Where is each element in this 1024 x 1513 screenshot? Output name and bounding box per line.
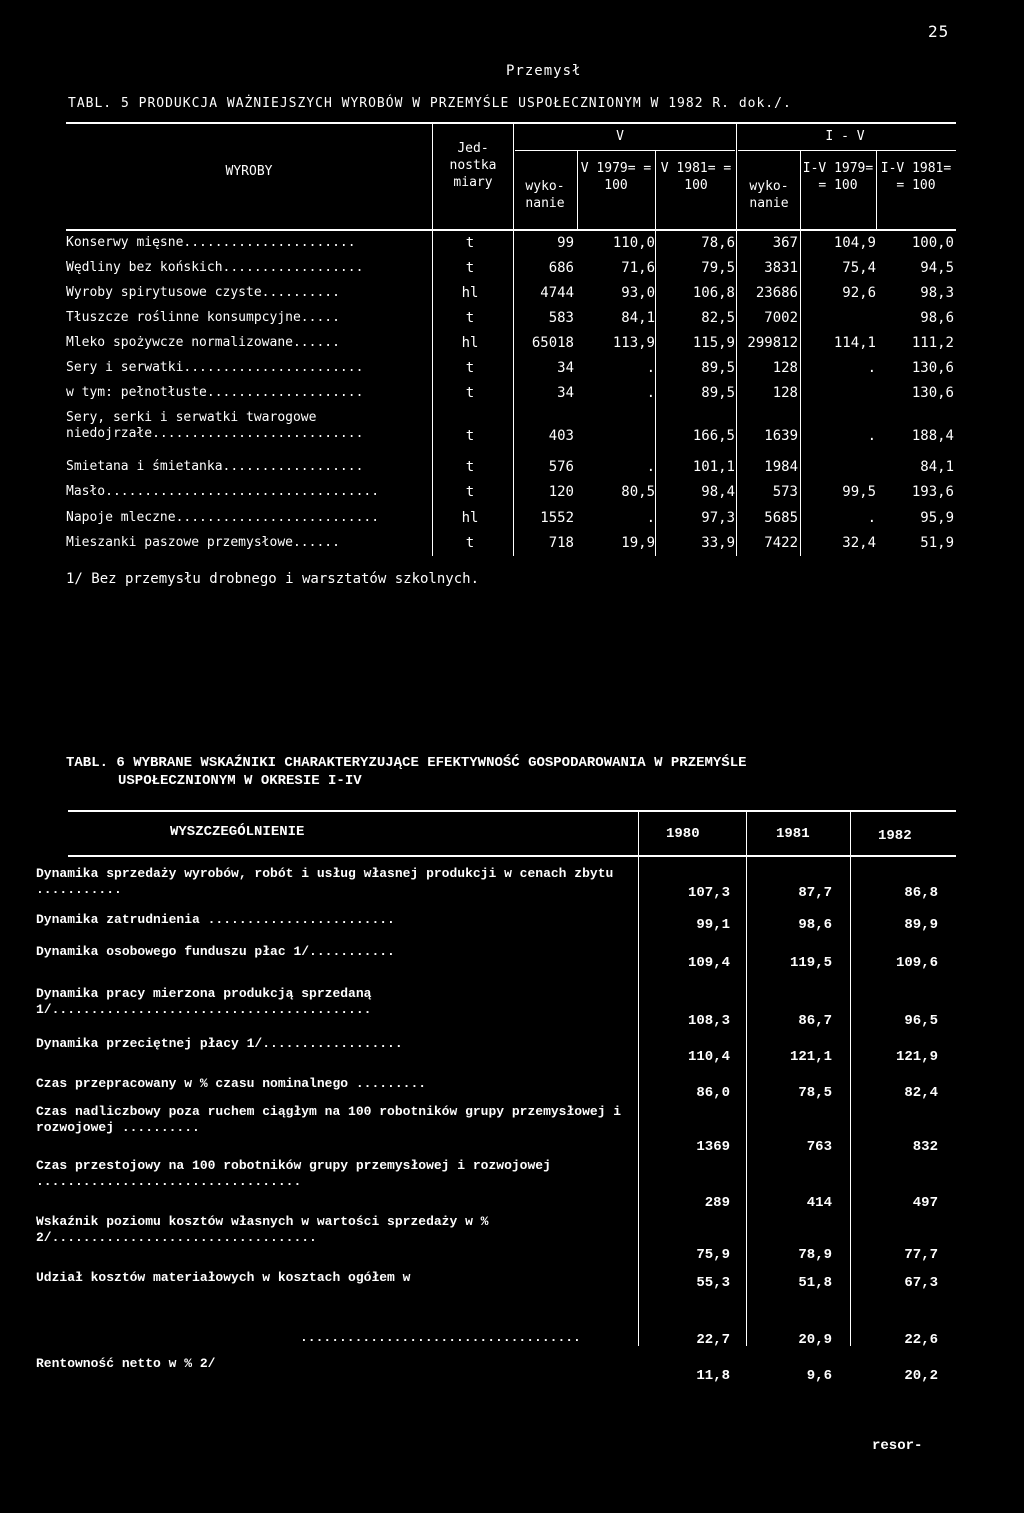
row-unit: t	[465, 385, 475, 401]
row-value-v3: 33,9	[701, 535, 735, 551]
table6-header-label: WYSZCZEGÓLNIENIE	[170, 824, 305, 840]
table5-vline	[432, 122, 433, 556]
row-label: Czas przestojowy na 100 robotników grupy przemysłowej i rozwojowej ..................................	[36, 1158, 551, 1189]
row-value-v1: 120	[548, 484, 574, 500]
row-value-c: 832	[912, 1139, 938, 1155]
table6-header-rule	[68, 855, 956, 857]
table5-group-rule	[738, 150, 956, 151]
row-value-b: 86,7	[798, 1013, 832, 1029]
table6-vline	[638, 810, 639, 1346]
row-value-v4: 7422	[764, 535, 798, 551]
row-value-c: 96,5	[904, 1013, 938, 1029]
row-value-v1: 4744	[540, 285, 574, 301]
continuation-text: resor-	[872, 1438, 923, 1454]
row-value-v6: 95,9	[920, 510, 954, 526]
row-value-v6: 94,5	[920, 260, 954, 276]
table6-header-1981: 1981	[776, 826, 810, 842]
section-title: Przemysł	[506, 63, 582, 79]
row-value-b: 119,5	[789, 955, 832, 971]
row-label: Mleko spożywcze normalizowane......	[66, 335, 340, 350]
row-label: Rentowność netto w % 2/	[36, 1356, 216, 1371]
row-unit: t	[465, 535, 475, 551]
header-col1: wyko- nanie	[525, 179, 565, 211]
row-label: Dynamika zatrudnienia ........................	[36, 912, 395, 927]
row-value-v1: 34	[557, 385, 574, 401]
table5-title: TABL. 5 PRODUKCJA WAŻNIEJSZYCH WYROBÓW W PRZEMYŚLE USPOŁECZNIONYM W 1982 R. dok./.	[68, 96, 792, 111]
row-value-v4: 7002	[764, 310, 798, 326]
row-value-v2: 84,1	[621, 310, 655, 326]
row-value-v1: 65018	[531, 335, 574, 351]
row-value-v2: .	[646, 360, 655, 376]
table5-group-rule-v	[515, 150, 735, 151]
row-unit: t	[465, 260, 475, 276]
row-unit: hl	[461, 285, 479, 301]
row-value-v5: 75,4	[842, 260, 876, 276]
row-label: Wskaźnik poziomu kosztów własnych w wartości sprzedaży w % 2/..................................	[36, 1214, 489, 1245]
row-unit: hl	[461, 335, 479, 351]
row-value-c: 20,2	[904, 1368, 938, 1384]
row-value-v4: 128	[772, 360, 798, 376]
row-value-c: 497	[912, 1195, 938, 1211]
row-value-v1: 576	[548, 459, 574, 475]
row-value-v2: 110,0	[612, 235, 655, 251]
row-value-v6: 130,6	[911, 385, 954, 401]
row-value-c: 109,6	[895, 955, 938, 971]
row-value-v3: 97,3	[701, 510, 735, 526]
header-group-iv: I - V	[825, 129, 865, 144]
row-value-v6: 51,9	[920, 535, 954, 551]
row-value-v3: 78,6	[701, 235, 735, 251]
row-value-v3: 79,5	[701, 260, 735, 276]
row-value-v4: 5685	[764, 510, 798, 526]
row-value-b: 9,6	[806, 1368, 832, 1384]
row-value-a: 109,4	[687, 955, 730, 971]
header-wyroby: WYROBY	[225, 164, 273, 179]
row-value-v4: 299812	[747, 335, 798, 351]
table6-title-line2: USPOŁECZNIONYM W OKRESIE I-IV	[118, 773, 362, 789]
row-value-v3: 98,4	[701, 484, 735, 500]
row-value-b: 121,1	[789, 1049, 832, 1065]
row-value-v5: .	[867, 510, 876, 526]
row-value-a: 22,7	[696, 1332, 730, 1348]
row-unit: t	[465, 484, 475, 500]
row-value-v5: 99,5	[842, 484, 876, 500]
header-group-v: V	[616, 129, 624, 144]
row-label: ....................................	[300, 1330, 581, 1345]
row-label: Czas nadliczbowy poza ruchem ciągłym na 100 robotników grupy przemysłowej i rozwojowej ..........	[36, 1104, 622, 1135]
row-value-v4: 1984	[764, 459, 798, 475]
row-value-v4: 573	[772, 484, 798, 500]
row-value-v5: .	[867, 360, 876, 376]
row-unit: t	[465, 459, 475, 475]
row-label: Wyroby spirytusowe czyste..........	[66, 285, 340, 300]
table6-header-1980: 1980	[666, 826, 700, 842]
row-label: Dynamika przeciętnej płacy 1/..................	[36, 1036, 403, 1051]
table6-title-line1: TABL. 6 WYBRANE WSKAŹNIKI CHARAKTERYZUJĄCE EFEKTYWNOŚĆ GOSPODAROWANIA W PRZEMYŚLE	[66, 755, 747, 771]
row-value-v1: 1552	[540, 510, 574, 526]
row-value-v2: .	[646, 510, 655, 526]
row-label: Tłuszcze roślinne konsumpcyjne.....	[66, 310, 340, 325]
row-label: Sery i serwatki.......................	[66, 360, 364, 375]
row-value-c: 86,8	[904, 885, 938, 901]
row-value-v3: 115,9	[692, 335, 735, 351]
header-col5: I-V 1979= = 100	[802, 161, 874, 193]
row-value-a: 99,1	[696, 917, 730, 933]
page-number: 25	[928, 22, 950, 41]
table5-vline	[655, 150, 656, 556]
table5-vline	[876, 150, 877, 230]
row-value-v3: 89,5	[701, 360, 735, 376]
row-value-v1: 686	[548, 260, 574, 276]
row-value-v2: 93,0	[621, 285, 655, 301]
row-value-v6: 84,1	[920, 459, 954, 475]
row-label: Czas przepracowany w % czasu nominalnego .........	[36, 1076, 427, 1091]
row-value-v6: 188,4	[911, 428, 954, 444]
row-value-v2: 19,9	[621, 535, 655, 551]
row-value-v6: 98,3	[920, 285, 954, 301]
row-value-b: 87,7	[798, 885, 832, 901]
table6-top-rule	[68, 810, 956, 812]
row-label: Masło...................................	[66, 484, 380, 499]
row-value-v5: 114,1	[833, 335, 876, 351]
table5-header-rule	[66, 229, 956, 231]
row-label: Sery, serki i serwatki twarogowe niedojrzałe...........................	[66, 410, 364, 441]
row-value-a: 107,3	[687, 885, 730, 901]
row-label: Śmietana i śmietanka..................	[66, 459, 364, 474]
row-unit: t	[465, 360, 475, 376]
row-label: Dynamika pracy mierzona produkcją sprzedaną 1/.........................................	[36, 986, 372, 1017]
row-value-v1: 718	[548, 535, 574, 551]
row-value-b: 51,8	[798, 1275, 832, 1291]
row-unit: t	[465, 235, 475, 251]
table5-footnote: 1/ Bez przemysłu drobnego i warsztatów szkolnych.	[66, 571, 480, 587]
table6-header-1982: 1982	[878, 828, 912, 844]
header-col2: V 1979= = 100	[580, 161, 652, 193]
row-value-v1: 99	[557, 235, 574, 251]
header-col6: I-V 1981= = 100	[880, 161, 952, 193]
row-value-a: 108,3	[687, 1013, 730, 1029]
row-label: Dynamika osobowego funduszu płac 1/...........	[36, 944, 395, 959]
row-value-v6: 193,6	[911, 484, 954, 500]
row-value-v4: 1639	[764, 428, 798, 444]
row-value-a: 75,9	[696, 1247, 730, 1263]
row-value-c: 22,6	[904, 1332, 938, 1348]
row-value-a: 289	[704, 1195, 730, 1211]
row-value-v6: 100,0	[911, 235, 954, 251]
row-unit: t	[465, 310, 475, 326]
row-value-v4: 128	[772, 385, 798, 401]
row-label: Wędliny bez końskich..................	[66, 260, 364, 275]
row-value-a: 55,3	[696, 1275, 730, 1291]
row-value-c: 82,4	[904, 1085, 938, 1101]
row-value-v3: 106,8	[692, 285, 735, 301]
row-value-v2: .	[646, 459, 655, 475]
row-value-b: 78,9	[798, 1247, 832, 1263]
row-label: Konserwy mięsne......................	[66, 235, 356, 250]
table5-top-rule	[66, 122, 956, 124]
row-value-c: 67,3	[904, 1275, 938, 1291]
row-value-v5: 104,9	[833, 235, 876, 251]
row-unit: t	[465, 428, 475, 444]
row-value-v3: 89,5	[701, 385, 735, 401]
row-label: Napoje mleczne..........................	[66, 510, 380, 525]
row-label: Dynamika sprzedaży wyrobów, robót i usług własnej produkcji w cenach zbytu ...........	[36, 866, 614, 897]
row-value-v5: 32,4	[842, 535, 876, 551]
header-col3: V 1981= = 100	[660, 161, 732, 193]
table5-vline	[800, 150, 801, 556]
row-value-v1: 583	[548, 310, 574, 326]
row-value-c: 121,9	[895, 1049, 938, 1065]
row-value-c: 77,7	[904, 1247, 938, 1263]
row-value-b: 20,9	[798, 1332, 832, 1348]
row-value-v6: 98,6	[920, 310, 954, 326]
row-value-a: 11,8	[696, 1368, 730, 1384]
row-value-a: 86,0	[696, 1085, 730, 1101]
row-value-b: 78,5	[798, 1085, 832, 1101]
header-col4: wyko- nanie	[749, 179, 789, 211]
row-value-v1: 34	[557, 360, 574, 376]
row-value-v3: 166,5	[692, 428, 735, 444]
row-value-a: 110,4	[687, 1049, 730, 1065]
row-value-v3: 82,5	[701, 310, 735, 326]
row-value-v1: 403	[548, 428, 574, 444]
row-value-v2: 80,5	[621, 484, 655, 500]
row-value-v5: .	[867, 428, 876, 444]
row-value-b: 414	[806, 1195, 832, 1211]
row-value-v2: 71,6	[621, 260, 655, 276]
row-value-v4: 367	[772, 235, 798, 251]
row-unit: hl	[461, 510, 479, 526]
row-value-v5: 92,6	[842, 285, 876, 301]
row-label: w tym: pełnotłuste....................	[66, 385, 364, 400]
row-value-v6: 111,2	[911, 335, 954, 351]
row-value-v6: 130,6	[911, 360, 954, 376]
row-value-v4: 3831	[764, 260, 798, 276]
row-value-b: 98,6	[798, 917, 832, 933]
header-jednostka: Jed- nostka miary	[449, 141, 497, 190]
row-value-a: 1369	[696, 1139, 730, 1155]
row-label: Udział kosztów materiałowych w kosztach ogółem w	[36, 1270, 411, 1285]
row-value-v2: 113,9	[612, 335, 655, 351]
row-value-v3: 101,1	[692, 459, 735, 475]
row-label: Mieszanki paszowe przemysłowe......	[66, 535, 340, 550]
row-value-v2: .	[646, 385, 655, 401]
row-value-c: 89,9	[904, 917, 938, 933]
row-value-b: 763	[806, 1139, 832, 1155]
row-value-v4: 23686	[755, 285, 798, 301]
table5-vline	[577, 150, 578, 230]
